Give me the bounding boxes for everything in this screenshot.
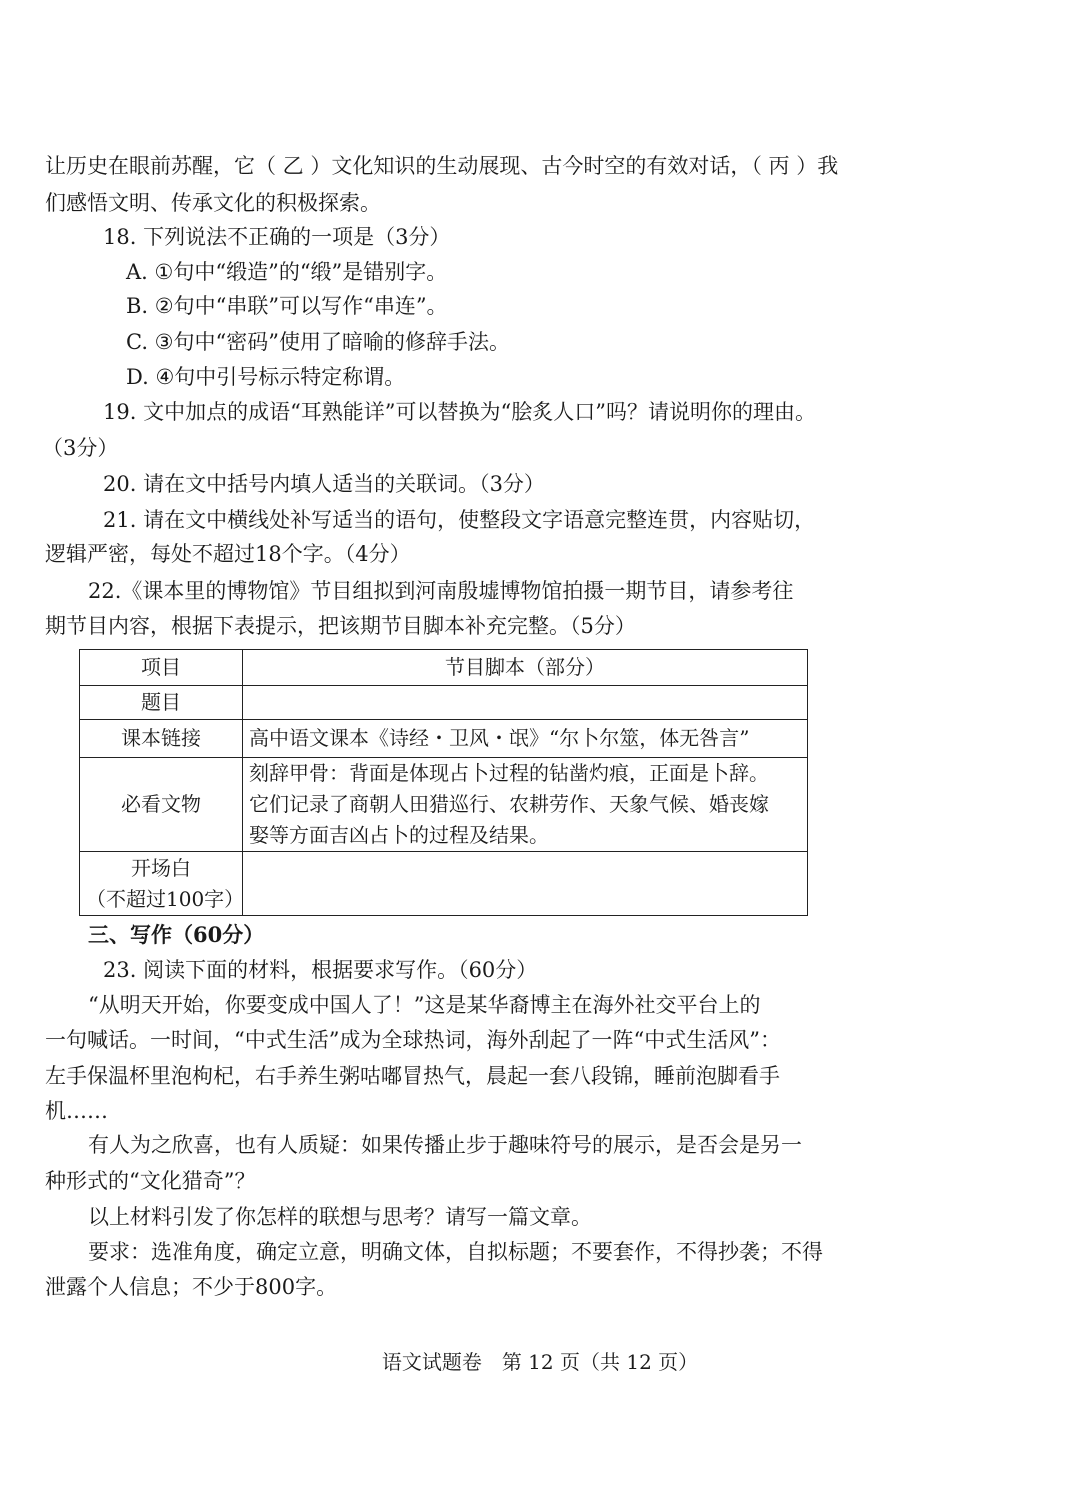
material-p1-line-2: 一句喊话。一时间，“中式生活”成为全球热词，海外刮起了一阵“中式生活风”：	[45, 1028, 781, 1052]
requirements-line-2: 泄露个人信息；不少于800字。	[45, 1275, 338, 1299]
artifact-line-1: 刻辞甲骨：背面是体现占卜过程的钻凿灼痕，正面是卜辞。	[249, 761, 769, 785]
row-opening-label	[80, 852, 243, 916]
passage-line-2: 们感悟文明、传承文化的积极探索。	[45, 191, 381, 215]
material-p2-line-1: 有人为之欣喜，也有人质疑：如果传播止步于趣味符号的展示，是否会是另一	[88, 1133, 802, 1157]
q22-line-1: 22.《课本里的博物馆》节目组拟到河南殷墟博物馆拍摄一期节目，请参考往	[88, 579, 794, 603]
row-textbook-link-content: 高中语文课本《诗经・卫风・氓》“尔卜尔筮，体无咎言”	[243, 720, 808, 758]
material-p3: 以上材料引发了你怎样的联想与思考？请写一篇文章。	[88, 1205, 592, 1229]
q18-stem: 18. 下列说法不正确的一项是（3分）	[103, 225, 451, 249]
row-title-blank	[243, 686, 808, 720]
q21-line-1: 21. 请在文中横线处补写适当的语句，使整段文字语意完整连贯，内容贴切，	[103, 508, 816, 532]
header-script: 节目脚本（部分）	[243, 650, 808, 686]
table-row	[80, 720, 808, 758]
header-item: 项目	[80, 650, 243, 686]
table-row	[80, 852, 808, 916]
opening-label-line-2: （不超过100字）	[86, 886, 245, 911]
artifact-line-3: 娶等方面吉凶占卜的过程及结果。	[249, 823, 549, 847]
row-title-label: 题目	[80, 686, 243, 720]
material-p1-line-3: 左手保温杯里泡枸杞，右手养生粥咕嘟冒热气，晨起一套八段锦，睡前泡脚看手	[45, 1064, 780, 1088]
row-textbook-link-label: 课本链接	[80, 720, 243, 758]
row-artifact-content	[243, 758, 808, 852]
q18-option-c: C. ③句中“密码”使用了暗喻的修辞手法。	[126, 330, 510, 354]
table-header-row	[80, 650, 808, 686]
q23-stem: 23. 阅读下面的材料，根据要求写作。（60分）	[103, 958, 538, 982]
section-title-writing: 三、写作（60分）	[88, 922, 265, 947]
page-footer: 语文试题卷 第 12 页（共 12 页）	[381, 1350, 699, 1374]
q19-line-1: 19. 文中加点的成语“耳熟能详”可以替换为“脍炙人口”吗？请说明你的理由。	[103, 400, 817, 424]
passage-line-1: 让历史在眼前苏醒，它（ 乙 ）文化知识的生动展现、古今时空的有效对话，（ 丙 ）我	[45, 154, 839, 178]
q22-line-2: 期节目内容，根据下表提示，把该期节目脚本补充完整。（5分）	[45, 614, 636, 638]
row-opening-blank	[243, 852, 808, 916]
q20: 20. 请在文中括号内填人适当的关联词。（3分）	[103, 472, 545, 496]
program-script-table	[79, 649, 808, 916]
table-row	[80, 686, 808, 720]
requirements-line-1: 要求：选准角度，确定立意，明确文体，自拟标题；不要套作，不得抄袭；不得	[88, 1240, 823, 1264]
material-p2-line-2: 种形式的“文化猎奇”？	[45, 1169, 256, 1193]
q18-option-a: A. ①句中“缎造”的“缎”是错别字。	[126, 260, 448, 284]
material-p1-line-1: “从明天开始，你要变成中国人了！”这是某华裔博主在海外社交平台上的	[88, 993, 761, 1017]
row-artifact-label: 必看文物	[80, 758, 243, 852]
material-p1-line-4: 机……	[45, 1099, 108, 1123]
q18-option-b: B. ②句中“串联”可以写作“串连”。	[126, 294, 448, 318]
q21-line-2: 逻辑严密，每处不超过18个字。（4分）	[45, 542, 411, 566]
table-row	[80, 758, 808, 852]
artifact-line-2: 它们记录了商朝人田猎巡行、农耕劳作、天象气候、婚丧嫁	[249, 792, 769, 816]
q18-option-d: D. ④句中引号标示特定称谓。	[126, 365, 406, 389]
opening-label-line-1: 开场白	[131, 855, 191, 880]
q19-line-2: （3分）	[42, 436, 119, 460]
